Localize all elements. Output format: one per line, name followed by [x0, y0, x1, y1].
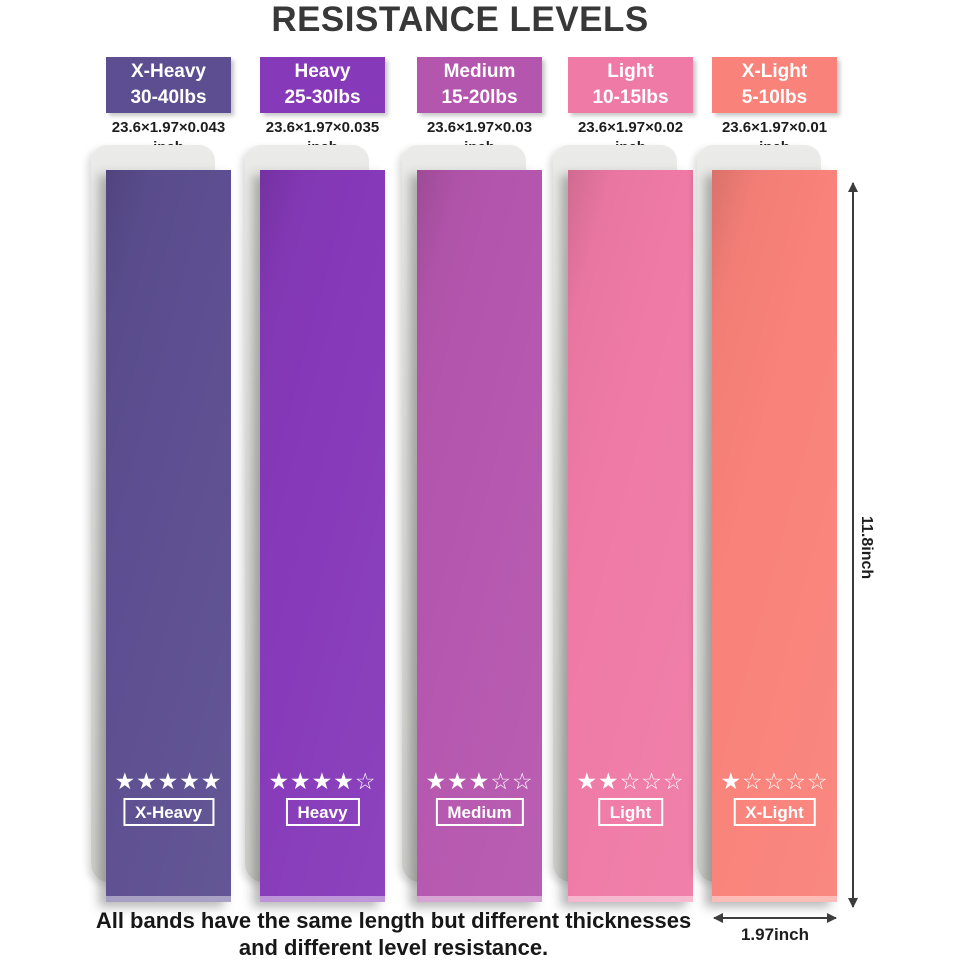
band-fold-edge — [568, 896, 693, 902]
arrow-right-icon — [827, 913, 837, 923]
level-weight-range: 30-40lbs — [130, 87, 207, 108]
resistance-band-x-heavy — [106, 170, 231, 902]
band-fold-edge — [417, 896, 542, 902]
level-header-heavy — [260, 57, 385, 113]
level-name: Light — [607, 61, 654, 83]
length-measure-arrow — [852, 183, 854, 907]
band-tag-label: Heavy — [285, 798, 359, 826]
resistance-band-light — [568, 170, 693, 902]
dimensions-value: 23.6×1.97×0.043 — [111, 119, 226, 136]
band-tag-label: X-Heavy — [123, 798, 214, 826]
star-rating: ★★★★☆ — [268, 769, 377, 795]
band-fold-edge — [260, 896, 385, 902]
arrow-left-icon — [713, 913, 723, 923]
resistance-band-heavy — [260, 170, 385, 902]
level-header-light — [568, 57, 693, 113]
level-header-x-heavy — [106, 57, 231, 113]
band-fold-edge — [106, 896, 231, 902]
arrow-down-icon — [848, 898, 858, 908]
dimensions-value: 23.6×1.97×0.01 — [721, 119, 828, 136]
level-weight-range: 5-10lbs — [741, 87, 808, 108]
dimensions-value: 23.6×1.97×0.03 — [426, 119, 533, 136]
width-measure-label: 1.97inch — [740, 925, 810, 944]
dimensions-value: 23.6×1.97×0.02 — [577, 119, 684, 136]
footer-note: All bands have the same length but different thicknesses and different level resistance. — [95, 908, 692, 961]
band-fold-edge — [712, 896, 837, 902]
level-header-x-light — [712, 57, 837, 113]
page-title: RESISTANCE LEVELS — [271, 0, 649, 39]
level-weight-range: 15-20lbs — [441, 87, 518, 108]
dimensions-value: 23.6×1.97×0.035 — [265, 119, 380, 136]
arrow-up-icon — [848, 182, 858, 192]
level-weight-range: 10-15lbs — [592, 87, 669, 108]
star-rating: ★★★☆☆ — [425, 769, 534, 795]
level-name: X-Heavy — [131, 61, 206, 83]
resistance-band-medium — [417, 170, 542, 902]
level-name: Heavy — [294, 61, 351, 83]
star-rating: ★★★★★ — [114, 769, 223, 795]
level-name: X-Light — [741, 61, 808, 83]
band-tag-label: Medium — [435, 798, 523, 826]
width-measure-arrow — [714, 917, 836, 919]
level-name: Medium — [443, 61, 516, 83]
level-weight-range: 25-30lbs — [284, 87, 361, 108]
length-measure-label: 11.8inch — [858, 516, 875, 580]
star-rating: ★☆☆☆☆ — [720, 769, 829, 795]
band-tag-label: Light — [598, 798, 664, 826]
resistance-band-x-light — [712, 170, 837, 902]
band-tag-label: X-Light — [733, 798, 816, 826]
level-header-medium — [417, 57, 542, 113]
star-rating: ★★☆☆☆ — [576, 769, 685, 795]
